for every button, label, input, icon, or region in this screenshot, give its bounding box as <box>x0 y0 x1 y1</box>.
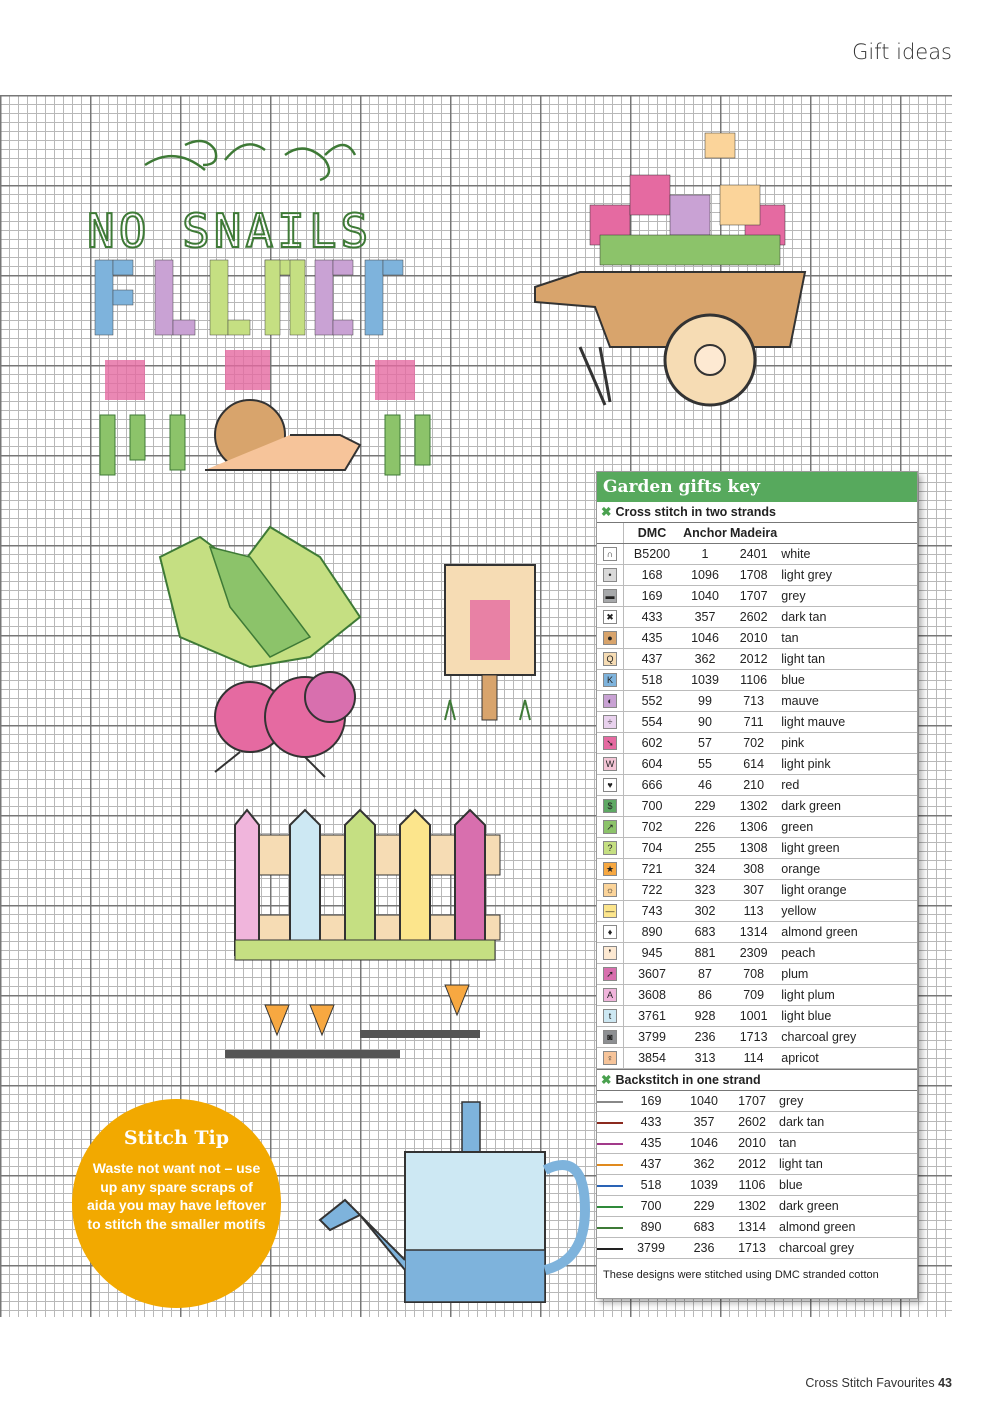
madeira-cell: 2012 <box>729 1154 775 1175</box>
colour-name-cell: dark tan <box>777 607 917 628</box>
cross-stitch-row <box>597 712 917 733</box>
symbol-cell <box>597 985 624 1006</box>
stitch-symbol-icon: ★ <box>603 862 617 876</box>
backstitch-line-icon <box>597 1122 623 1124</box>
anchor-cell: 46 <box>680 775 730 796</box>
stitch-tip-badge <box>72 1099 281 1308</box>
dmc-cell: 3799 <box>624 1027 681 1048</box>
colour-name-cell: tan <box>777 628 917 649</box>
stitch-symbol-icon: ❜ <box>603 946 617 960</box>
backstitch-line-icon <box>597 1206 623 1208</box>
cross-stitch-row <box>597 880 917 901</box>
symbol-cell <box>597 1006 624 1027</box>
key-title: Garden gifts key <box>597 472 917 502</box>
cross-stitch-row <box>597 859 917 880</box>
madeira-cell: 1308 <box>730 838 777 859</box>
anchor-cell: 55 <box>680 754 730 775</box>
symbol-cell <box>597 964 624 985</box>
cross-stitch-row <box>597 733 917 754</box>
stitch-symbol-icon: ? <box>603 841 617 855</box>
madeira-cell: 2010 <box>729 1133 775 1154</box>
stitch-symbol-icon: ↗ <box>603 820 617 834</box>
anchor-cell: 928 <box>680 1006 730 1027</box>
stitch-symbol-icon: ◙ <box>603 1030 617 1044</box>
backstitch-line-icon <box>597 1248 623 1250</box>
cross-stitch-row <box>597 1027 917 1048</box>
page-footer <box>805 1376 952 1390</box>
dmc-cell: 554 <box>624 712 681 733</box>
colour-name-cell: plum <box>777 964 917 985</box>
stitch-symbol-icon: ♦ <box>603 925 617 939</box>
dmc-cell: 602 <box>624 733 681 754</box>
cross-stitch-row <box>597 1006 917 1027</box>
anchor-cell: 87 <box>680 964 730 985</box>
colour-name-cell: light mauve <box>777 712 917 733</box>
anchor-cell: 229 <box>679 1196 729 1217</box>
anchor-cell: 362 <box>680 649 730 670</box>
anchor-cell: 86 <box>680 985 730 1006</box>
cross-stitch-row <box>597 817 917 838</box>
symbol-cell <box>597 1196 623 1217</box>
anchor-cell: 1046 <box>680 628 730 649</box>
stitch-symbol-icon: K <box>603 673 617 687</box>
colour-name-cell: dark green <box>775 1196 917 1217</box>
seed-sign-motif <box>440 560 540 725</box>
cross-icon: ✖ <box>601 1073 612 1087</box>
symbol-cell <box>597 1091 623 1112</box>
madeira-column-header: Madeira <box>730 523 777 544</box>
cross-icon: ✖ <box>601 505 612 519</box>
colour-name-cell: almond green <box>777 922 917 943</box>
dmc-cell: 743 <box>624 901 681 922</box>
madeira-cell: 1713 <box>730 1027 777 1048</box>
no-snails-motif <box>85 125 465 505</box>
cross-stitch-row <box>597 586 917 607</box>
madeira-cell: 708 <box>730 964 777 985</box>
dmc-cell: 437 <box>624 649 681 670</box>
anchor-cell: 357 <box>679 1112 729 1133</box>
anchor-cell: 683 <box>680 922 730 943</box>
symbol-cell <box>597 1238 623 1259</box>
anchor-cell: 1040 <box>679 1091 729 1112</box>
stitch-symbol-icon: — <box>603 904 617 918</box>
madeira-cell: 2010 <box>730 628 777 649</box>
stitch-symbol-icon: ➚ <box>603 967 617 981</box>
backstitch-row <box>597 1154 917 1175</box>
anchor-cell: 226 <box>680 817 730 838</box>
colour-name-cell: red <box>777 775 917 796</box>
anchor-cell: 229 <box>680 796 730 817</box>
dmc-cell: B5200 <box>624 544 681 565</box>
madeira-cell: 210 <box>730 775 777 796</box>
dmc-cell: 518 <box>623 1175 679 1196</box>
sign-text: NO SNAILS <box>87 204 373 258</box>
colour-name-cell: mauve <box>777 691 917 712</box>
anchor-cell: 57 <box>680 733 730 754</box>
anchor-cell: 236 <box>680 1027 730 1048</box>
anchor-cell: 1096 <box>680 565 730 586</box>
symbol-cell <box>597 691 624 712</box>
dmc-cell: 722 <box>624 880 681 901</box>
stitch-symbol-icon: ▬ <box>603 589 617 603</box>
stitch-symbol-icon: ● <box>603 631 617 645</box>
dmc-cell: 700 <box>623 1196 679 1217</box>
dmc-cell: 3761 <box>624 1006 681 1027</box>
colour-name-cell: light pink <box>777 754 917 775</box>
stitch-symbol-icon: W <box>603 757 617 771</box>
symbol-cell <box>597 712 624 733</box>
symbol-cell <box>597 796 624 817</box>
stitch-symbol-icon: $ <box>603 799 617 813</box>
cross-stitch-row <box>597 796 917 817</box>
cross-stitch-heading: ✖ Cross stitch in two strands <box>597 502 917 523</box>
dmc-cell: 433 <box>624 607 681 628</box>
cross-stitch-table <box>597 523 917 1069</box>
madeira-cell: 1314 <box>730 922 777 943</box>
colour-name-cell: dark tan <box>775 1112 917 1133</box>
dmc-cell: 721 <box>624 859 681 880</box>
cross-stitch-row <box>597 628 917 649</box>
stitch-symbol-icon: ∩ <box>603 547 617 561</box>
colour-name-cell: pink <box>777 733 917 754</box>
madeira-cell: 1302 <box>729 1196 775 1217</box>
dmc-cell: 169 <box>623 1091 679 1112</box>
stitch-symbol-icon: • <box>603 568 617 582</box>
cross-stitch-row <box>597 649 917 670</box>
fence-motif <box>220 805 510 1075</box>
symbol-cell <box>597 670 624 691</box>
dmc-cell: 435 <box>624 628 681 649</box>
dmc-cell: 890 <box>624 922 681 943</box>
cross-stitch-row <box>597 775 917 796</box>
madeira-cell: 711 <box>730 712 777 733</box>
anchor-cell: 362 <box>679 1154 729 1175</box>
colour-name-cell: blue <box>775 1175 917 1196</box>
symbol-cell <box>597 1048 624 1069</box>
cross-stitch-row <box>597 964 917 985</box>
colour-key-panel <box>596 471 918 1299</box>
cross-stitch-row <box>597 901 917 922</box>
backstitch-line-icon <box>597 1101 623 1103</box>
cross-stitch-row <box>597 544 917 565</box>
stitch-symbol-icon: Q <box>603 652 617 666</box>
madeira-cell: 2401 <box>730 544 777 565</box>
anchor-cell: 323 <box>680 880 730 901</box>
tip-title: Stitch Tip <box>123 1127 230 1149</box>
cross-stitch-row <box>597 838 917 859</box>
dmc-cell: 168 <box>624 565 681 586</box>
dmc-cell: 433 <box>623 1112 679 1133</box>
dmc-cell: 945 <box>624 943 681 964</box>
symbol-cell <box>597 649 624 670</box>
anchor-cell: 357 <box>680 607 730 628</box>
colour-name-cell: light grey <box>777 565 917 586</box>
anchor-cell: 1039 <box>679 1175 729 1196</box>
dmc-cell: 704 <box>624 838 681 859</box>
dmc-cell: 518 <box>624 670 681 691</box>
backstitch-row <box>597 1217 917 1238</box>
symbol-cell <box>597 1154 623 1175</box>
symbol-cell <box>597 943 624 964</box>
anchor-cell: 1 <box>680 544 730 565</box>
colour-name-cell: light tan <box>775 1154 917 1175</box>
madeira-cell: 2309 <box>730 943 777 964</box>
madeira-cell: 1707 <box>730 586 777 607</box>
colour-name-cell: light tan <box>777 649 917 670</box>
dmc-cell: 3799 <box>623 1238 679 1259</box>
madeira-cell: 713 <box>730 691 777 712</box>
madeira-cell: 1106 <box>729 1175 775 1196</box>
colour-name-cell: light green <box>777 838 917 859</box>
colour-name-cell: tan <box>775 1133 917 1154</box>
anchor-cell: 324 <box>680 859 730 880</box>
anchor-cell: 1046 <box>679 1133 729 1154</box>
symbol-column-header <box>597 523 624 544</box>
cross-stitch-row <box>597 922 917 943</box>
madeira-cell: 1713 <box>729 1238 775 1259</box>
cross-stitch-row <box>597 607 917 628</box>
colour-name-cell: dark green <box>777 796 917 817</box>
dmc-cell: 700 <box>624 796 681 817</box>
dmc-cell: 437 <box>623 1154 679 1175</box>
colour-name-cell: grey <box>775 1091 917 1112</box>
colour-name-cell: charcoal grey <box>777 1027 917 1048</box>
stitch-symbol-icon: ÷ <box>603 715 617 729</box>
symbol-cell <box>597 607 624 628</box>
colour-name-cell: grey <box>777 586 917 607</box>
backstitch-row <box>597 1133 917 1154</box>
madeira-cell: 308 <box>730 859 777 880</box>
madeira-cell: 2602 <box>729 1112 775 1133</box>
madeira-cell: 702 <box>730 733 777 754</box>
anchor-column-header: Anchor <box>680 523 730 544</box>
anchor-cell: 313 <box>680 1048 730 1069</box>
colour-name-cell: light orange <box>777 880 917 901</box>
anchor-cell: 1039 <box>680 670 730 691</box>
backstitch-table <box>597 1091 917 1259</box>
section-title: Gift ideas <box>852 40 952 64</box>
cross-stitch-row <box>597 943 917 964</box>
colour-name-cell: light blue <box>777 1006 917 1027</box>
stitch-symbol-icon: ☼ <box>603 883 617 897</box>
backstitch-line-icon <box>597 1143 623 1145</box>
dmc-cell: 702 <box>624 817 681 838</box>
dmc-cell: 552 <box>624 691 681 712</box>
cross-stitch-row <box>597 1048 917 1069</box>
madeira-cell: 113 <box>730 901 777 922</box>
backstitch-row <box>597 1196 917 1217</box>
madeira-cell: 114 <box>730 1048 777 1069</box>
tip-body: Waste not want not – use up any spare scraps of aida you may have leftover to stitch the smaller motifs <box>87 1160 266 1232</box>
madeira-cell: 1306 <box>730 817 777 838</box>
symbol-cell <box>597 901 624 922</box>
anchor-cell: 90 <box>680 712 730 733</box>
symbol-cell <box>597 565 624 586</box>
symbol-cell <box>597 586 624 607</box>
wheelbarrow-motif <box>530 125 810 410</box>
symbol-cell <box>597 1027 624 1048</box>
backstitch-row <box>597 1175 917 1196</box>
stitch-symbol-icon: ♥ <box>603 778 617 792</box>
dmc-cell: 890 <box>623 1217 679 1238</box>
symbol-cell <box>597 922 624 943</box>
colour-name-cell: light plum <box>777 985 917 1006</box>
dmc-cell: 435 <box>623 1133 679 1154</box>
key-note: These designs were stitched using DMC stranded cotton <box>603 1269 879 1281</box>
dmc-cell: 3854 <box>624 1048 681 1069</box>
madeira-cell: 1708 <box>730 565 777 586</box>
stitch-symbol-icon: t <box>603 1009 617 1023</box>
name-column-header <box>777 523 917 544</box>
stitch-symbol-icon: ♀ <box>603 1051 617 1065</box>
symbol-cell <box>597 754 624 775</box>
colour-name-cell: charcoal grey <box>775 1238 917 1259</box>
colour-name-cell: orange <box>777 859 917 880</box>
backstitch-heading: ✖ Backstitch in one strand <box>597 1069 917 1091</box>
dmc-cell: 169 <box>624 586 681 607</box>
madeira-cell: 1001 <box>730 1006 777 1027</box>
symbol-cell <box>597 628 624 649</box>
stitch-symbol-icon: ◐ <box>603 694 617 708</box>
symbol-cell <box>597 1112 623 1133</box>
symbol-cell <box>597 1175 623 1196</box>
dmc-cell: 604 <box>624 754 681 775</box>
colour-name-cell: apricot <box>777 1048 917 1069</box>
cross-stitch-row <box>597 754 917 775</box>
page-number: 43 <box>938 1376 952 1390</box>
madeira-cell: 1302 <box>730 796 777 817</box>
cross-stitch-row <box>597 565 917 586</box>
madeira-cell: 2012 <box>730 649 777 670</box>
colour-name-cell: almond green <box>775 1217 917 1238</box>
symbol-cell <box>597 880 624 901</box>
stitch-symbol-icon: ➘ <box>603 736 617 750</box>
dmc-cell: 666 <box>624 775 681 796</box>
madeira-cell: 307 <box>730 880 777 901</box>
stitch-symbol-icon: A <box>603 988 617 1002</box>
stitch-symbol-icon: ✖ <box>603 610 617 624</box>
anchor-cell: 236 <box>679 1238 729 1259</box>
symbol-cell <box>597 775 624 796</box>
backstitch-line-icon <box>597 1227 623 1229</box>
cross-stitch-row <box>597 670 917 691</box>
dmc-cell: 3607 <box>624 964 681 985</box>
anchor-cell: 255 <box>680 838 730 859</box>
symbol-cell <box>597 733 624 754</box>
beetroot-motif <box>150 517 380 782</box>
backstitch-row <box>597 1112 917 1133</box>
anchor-cell: 99 <box>680 691 730 712</box>
backstitch-line-icon <box>597 1164 623 1166</box>
anchor-cell: 683 <box>679 1217 729 1238</box>
madeira-cell: 709 <box>730 985 777 1006</box>
colour-name-cell: blue <box>777 670 917 691</box>
dmc-column-header: DMC <box>624 523 681 544</box>
backstitch-row <box>597 1091 917 1112</box>
anchor-cell: 1040 <box>680 586 730 607</box>
symbol-cell <box>597 1217 623 1238</box>
colour-name-cell: yellow <box>777 901 917 922</box>
symbol-cell <box>597 544 624 565</box>
colour-name-cell: green <box>777 817 917 838</box>
symbol-cell <box>597 817 624 838</box>
symbol-cell <box>597 1133 623 1154</box>
magazine-name: Cross Stitch Favourites <box>805 1376 935 1390</box>
watering-can-motif <box>310 1100 595 1310</box>
colour-name-cell: white <box>777 544 917 565</box>
dmc-cell: 3608 <box>624 985 681 1006</box>
backstitch-line-icon <box>597 1185 623 1187</box>
anchor-cell: 881 <box>680 943 730 964</box>
colour-name-cell: peach <box>777 943 917 964</box>
cross-stitch-row <box>597 985 917 1006</box>
madeira-cell: 1106 <box>730 670 777 691</box>
madeira-cell: 2602 <box>730 607 777 628</box>
symbol-cell <box>597 859 624 880</box>
backstitch-row <box>597 1238 917 1259</box>
cross-stitch-row <box>597 691 917 712</box>
madeira-cell: 614 <box>730 754 777 775</box>
anchor-cell: 302 <box>680 901 730 922</box>
madeira-cell: 1314 <box>729 1217 775 1238</box>
symbol-cell <box>597 838 624 859</box>
madeira-cell: 1707 <box>729 1091 775 1112</box>
